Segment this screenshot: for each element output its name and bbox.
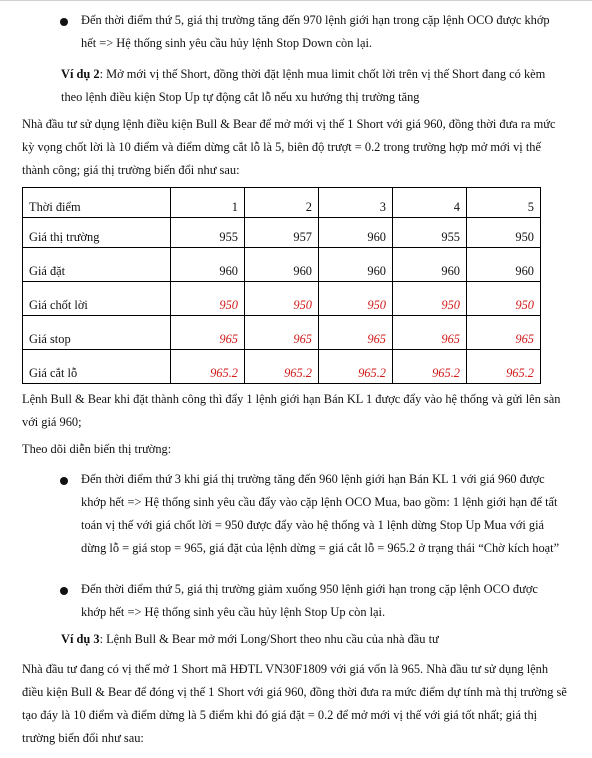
paragraph-1: Nhà đầu tư sử dụng lệnh điều kiện Bull & Bear để mở mới vị thế 1 Short với giá 960, đồng thời đưa ra mức kỳ vọng chốt lời là 10 điểm và điểm dừng cắt lỗ là 5, biên độ trượt = 0.2 trong trường hợp mở mới vị thế thành công; giá thị trường biến đổi như sau:	[22, 117, 556, 177]
table-cell: 965	[245, 316, 319, 350]
table-header-cell: 4	[393, 188, 467, 218]
table-cell: 957	[245, 218, 319, 248]
table-cell: 965	[393, 316, 467, 350]
example-3-text: : Lệnh Bull & Bear mở mới Long/Short theo nhu cầu của nhà đầu tư	[99, 632, 439, 646]
bullet-bottom-2: Đến thời điểm thứ 5, giá thị trường giảm xuống 950 lệnh giới hạn trong cặp lệnh OCO được khớp hết => Hệ thống sinh yêu cầu hủy lệnh Stop Up còn lại.	[81, 582, 538, 619]
row-label: Giá thị trường	[23, 218, 171, 248]
table-header-cell: Thời điểm	[23, 188, 171, 218]
table-header-row	[23, 188, 541, 218]
table-header-cell: 3	[319, 188, 393, 218]
table-cell: 960	[245, 248, 319, 282]
table-cell: 960	[171, 248, 245, 282]
table-cell: 950	[319, 282, 393, 316]
bullet-icon	[60, 587, 68, 595]
table-header-cell: 5	[467, 188, 541, 218]
table-cell: 955	[393, 218, 467, 248]
table-cell: 950	[467, 218, 541, 248]
table-row	[23, 316, 541, 350]
row-label: Giá stop	[23, 316, 171, 350]
bullet-bottom-1: Đến thời điểm thứ 3 khi giá thị trường tăng đến 960 lệnh giới hạn Bán KL 1 với giá 960 được khớp hết => Hệ thống sinh yêu cầu đẩy vào cặp lệnh OCO Mua, bao gồm: 1 lệnh giới hạn để tất toán vị thế với giá chốt lời = 950 được đẩy vào hệ thống và 1 lệnh dừng Stop Up Mua với giá dừng lỗ = giá stop = 965, giá đặt của lệnh dừng = giá cắt lỗ = 965.2 ở trạng thái “Chờ kích hoạt”	[81, 472, 560, 555]
table-row	[23, 248, 541, 282]
table-cell: 965.2	[393, 350, 467, 384]
table-cell: 950	[393, 282, 467, 316]
bullet-top-1: Đến thời điểm thứ 5, giá thị trường tăng đến 970 lệnh giới hạn trong cặp lệnh OCO được khớp hết => Hệ thống sinh yêu cầu hủy lệnh Stop Down còn lại.	[81, 13, 550, 50]
table-row	[23, 350, 541, 384]
row-label: Giá chốt lời	[23, 282, 171, 316]
table-cell: 960	[393, 248, 467, 282]
table-cell: 960	[467, 248, 541, 282]
table-cell: 950	[245, 282, 319, 316]
table-cell: 965	[319, 316, 393, 350]
table-header-cell: 1	[171, 188, 245, 218]
table-cell: 960	[319, 248, 393, 282]
table-cell: 965.2	[467, 350, 541, 384]
table-cell: 955	[171, 218, 245, 248]
bullet-icon	[60, 18, 68, 26]
price-table	[22, 187, 541, 384]
table-cell: 965	[467, 316, 541, 350]
table-cell: 965.2	[171, 350, 245, 384]
paragraph-2: Lệnh Bull & Bear khi đặt thành công thì đẩy 1 lệnh giới hạn Bán KL 1 được đẩy vào hệ thống và gửi lên sàn với giá 960;	[22, 392, 561, 429]
table-cell: 950	[171, 282, 245, 316]
row-label: Giá đặt	[23, 248, 171, 282]
table-cell: 950	[467, 282, 541, 316]
paragraph-3: Theo dõi diễn biến thị trường:	[22, 442, 172, 456]
example-3	[61, 628, 567, 651]
table-cell: 965.2	[319, 350, 393, 384]
row-label: Giá cắt lỗ	[23, 350, 171, 384]
bullet-icon	[60, 477, 68, 485]
header-rule	[0, 0, 592, 1]
table-cell: 965.2	[245, 350, 319, 384]
table-row	[23, 218, 541, 248]
table-row	[23, 282, 541, 316]
example-3-label: Ví dụ 3	[61, 632, 100, 646]
table-cell: 960	[319, 218, 393, 248]
table-cell: 965	[171, 316, 245, 350]
example-2-text: : Mở mới vị thế Short, đồng thời đặt lệnh mua limit chốt lời trên vị thế Short đang có kèm theo lệnh điều kiện Stop Up tự động cắt lỗ nếu xu hướng thị trường tăng	[61, 67, 546, 104]
example-2-label: Ví dụ 2	[61, 67, 100, 81]
example-2	[61, 63, 567, 109]
table-header-cell: 2	[245, 188, 319, 218]
paragraph-4: Nhà đầu tư đang có vị thế mở 1 Short mã HĐTL VN30F1809 với giá vốn là 965. Nhà đầu tư sử dụng lệnh điều kiện Bull & Bear để đóng vị thế 1 Short với giá 960, đồng thời đưa ra mức điểm dự tính mà thị trường sẽ tạo đáy là 10 điểm và điểm dừng là 5 điểm khi đó giá đặt = 0.2 để mở mới vị thế với giá tốt nhất; giá thị trường biến đổi như sau:	[22, 662, 567, 745]
